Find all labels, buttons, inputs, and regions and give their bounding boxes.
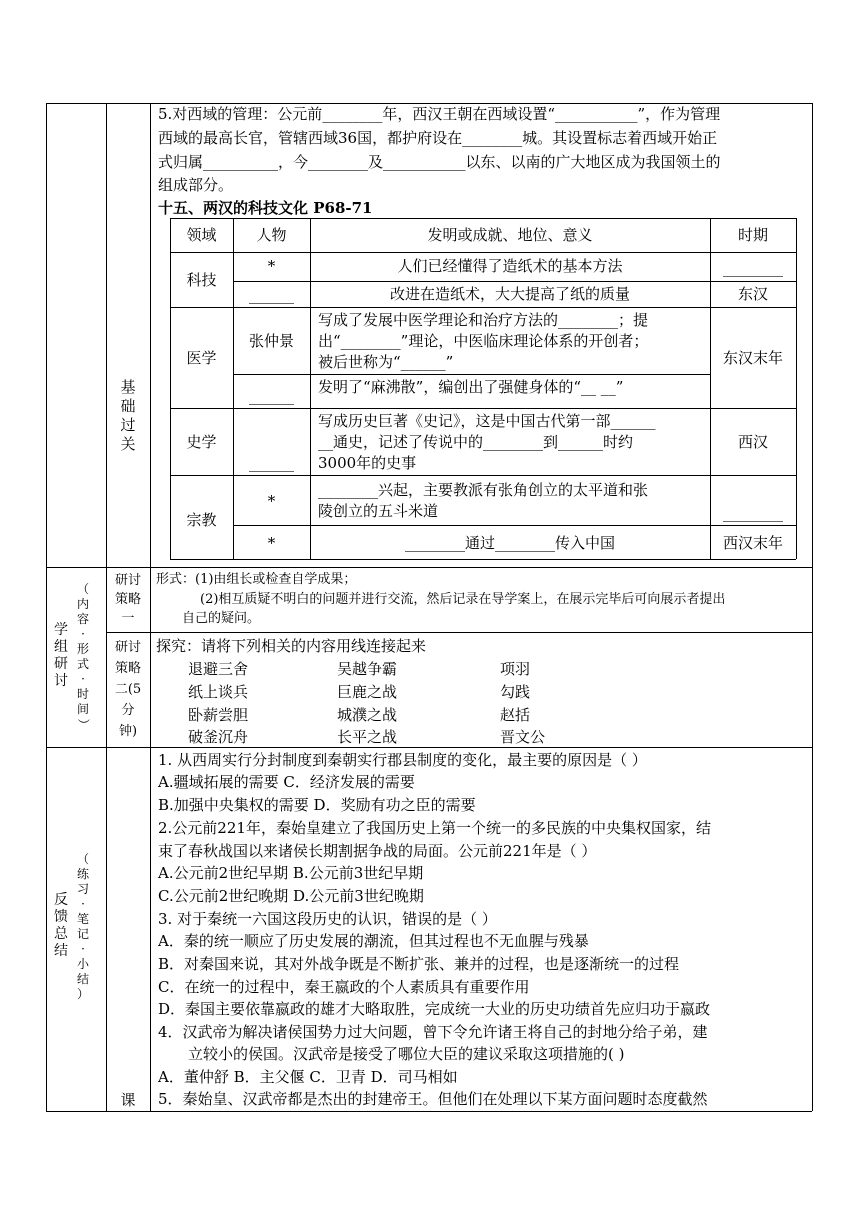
match-item: 纸上谈兵 (188, 683, 249, 701)
match-item: 巨鹿之战 (337, 683, 398, 701)
side-label-basic: 基 础 过 关 (120, 378, 136, 453)
zongjiao-r1-person: * (267, 492, 276, 510)
row-divider-3 (46, 747, 812, 748)
outer-left-border (46, 103, 47, 1111)
strategy-2-label: 研讨 策略 二(5 分 钟) (114, 640, 142, 739)
zongjiao-r2-person: * (267, 534, 276, 552)
question-line: C．在统一的过程中，秦王嬴政的个人素质具有重要作用 (158, 978, 530, 996)
keji-r2-period: 东汉 (737, 285, 768, 303)
field-yixue: 医学 (186, 349, 217, 367)
question-line: 4．汉武帝为解决诸侯国势力过大问题，曾下令允许诸王将自己的封地分给子弟，建 (158, 1023, 708, 1041)
outer-bottom-border (46, 1111, 812, 1112)
keji-r1-content: 人们已经懂得了造纸术的基本方法 (397, 257, 623, 275)
zongjiao-r2-period: 西汉末年 (722, 534, 783, 552)
header-field: 领域 (186, 226, 217, 244)
feedback-sublabel: （ 练 习 · 笔 记 · 小 结 ） (76, 852, 89, 1001)
field-shixue: 史学 (186, 433, 217, 451)
col2-divider-top (150, 103, 151, 567)
question-line: D．秦国主要依靠嬴政的雄才大略取胜，完成统一大业的历史功绩首先应归功于嬴政 (158, 1000, 711, 1018)
question-line: 5．秦始皇、汉武帝都是杰出的封建帝王。但他们在处理以下某方面问题时态度截然 (158, 1090, 708, 1108)
strategy-1-label: 研讨 策略 一 (114, 573, 141, 626)
match-item: 勾践 (500, 683, 531, 701)
keji-r1-period: ________ (723, 259, 783, 277)
zongjiao-r2-content: ________通过________传入中国 (404, 534, 615, 552)
header-period: 时期 (737, 226, 768, 244)
group-sublabel: （ 内 容 · 形 式 · 时 间 ） (76, 582, 91, 731)
outer-right-border (812, 103, 813, 1111)
group-label: 学 组 研 讨 (54, 622, 68, 689)
shixue-period: 西汉 (737, 433, 768, 451)
section-title: 十五、两汉的科技文化 P68-71 (158, 199, 373, 217)
match-item: 赵括 (500, 706, 531, 724)
question-line: 立较小的侯国。汉武帝是接受了哪位大臣的建议采取这项措施的( ) (188, 1045, 625, 1063)
question-line: A．董仲舒 B．主父偃 C．卫青 D．司马相如 (158, 1068, 458, 1086)
question-line: 3. 对于秦统一六国这段历史的认识，错误的是（ ） (158, 910, 497, 928)
header-achievement: 发明或成就、地位、意义 (427, 226, 593, 244)
question-line: 2.公元前221年，秦始皇建立了我国历史上第一个统一的多民族的中央集权国家，结 (158, 819, 711, 837)
field-zongjiao: 宗教 (186, 511, 217, 529)
match-item: 城濮之战 (337, 706, 398, 724)
strategy-1-line-1: 形式：(1)由组长或检查自学成果； (156, 572, 357, 587)
col2-divider-mid (150, 567, 151, 747)
yixue-r2-person: ______ (249, 387, 294, 405)
keji-r1-person: * (267, 257, 276, 275)
col2-divider-bottom (150, 747, 151, 1111)
strategy-1-line-2: (2)相互质疑不明白的问题并进行交流，然后记录在导学案上，在展示完毕后可向展示者提出 (200, 592, 726, 607)
p5-line-3: 式归属__________，今________及___________以东、以南的广大地区成为我国领土的 (158, 153, 721, 171)
match-item: 卧薪尝胆 (188, 706, 249, 724)
question-line: A.疆域拓展的需要 C．经济发展的需要 (158, 773, 415, 791)
p5-line-1: 5.对西域的管理：公元前________年，西汉王朝在西域设置“___________”，作为管理 (158, 105, 721, 123)
match-item: 晋文公 (500, 728, 546, 746)
ke-label: 课 (120, 1091, 136, 1109)
question-line: B．对秦国来说，其对外战争既是不断扩张、兼并的过程，也是逐渐统一的过程 (158, 955, 680, 973)
strategy-1-line-3: 自己的疑问。 (182, 611, 261, 626)
keji-r2-person: ______ (249, 286, 294, 304)
shixue-person: ______ (249, 454, 294, 472)
zongjiao-r1-period: ________ (723, 504, 783, 522)
p5-line-4: 组成部分。 (158, 176, 234, 194)
question-line: A．秦的统一顺应了历史发展的潮流，但其过程也不无血腥与残暴 (158, 932, 589, 950)
match-item: 退避三舍 (188, 660, 249, 678)
match-item: 破釜沉舟 (188, 728, 249, 746)
match-item: 项羽 (500, 660, 531, 678)
field-keji: 科技 (186, 271, 217, 289)
question-line: C.公元前2世纪晚期 D.公元前3世纪晚期 (158, 887, 424, 905)
feedback-label: 反 馈 总 结 (54, 892, 68, 959)
yixue-r1-person: 张仲景 (248, 332, 294, 350)
yixue-r2-content: 发明了“麻沸散”，编创出了强健身体的“__ __” (318, 378, 624, 396)
match-item: 吴越争霸 (337, 660, 398, 678)
row-divider-2 (106, 632, 812, 633)
header-person: 人物 (256, 226, 287, 244)
question-line: 束了春秋战国以来诸侯长期割据争战的局面。公元前221年是（ ） (158, 842, 597, 860)
question-line: B.加强中央集权的需要 D．奖励有功之臣的需要 (158, 796, 476, 814)
row-divider-1 (46, 567, 812, 568)
yixue-period: 东汉末年 (722, 349, 783, 367)
question-line: A.公元前2世纪早期 B.公元前3世纪早期 (158, 864, 424, 882)
strategy-2-intro: 探究：请将下列相关的内容用线连接起来 (156, 637, 427, 655)
match-item: 长平之战 (337, 728, 398, 746)
keji-r2-content: 改进在造纸术，大大提高了纸的质量 (389, 285, 630, 303)
p5-line-2: 西域的最高长官，管辖西域36国，都护府设在________城。其设置标志着西域开始正 (158, 129, 718, 147)
question-line: 1. 从西周实行分封制度到秦朝实行郡县制度的变化，最主要的原因是（ ） (158, 751, 647, 769)
